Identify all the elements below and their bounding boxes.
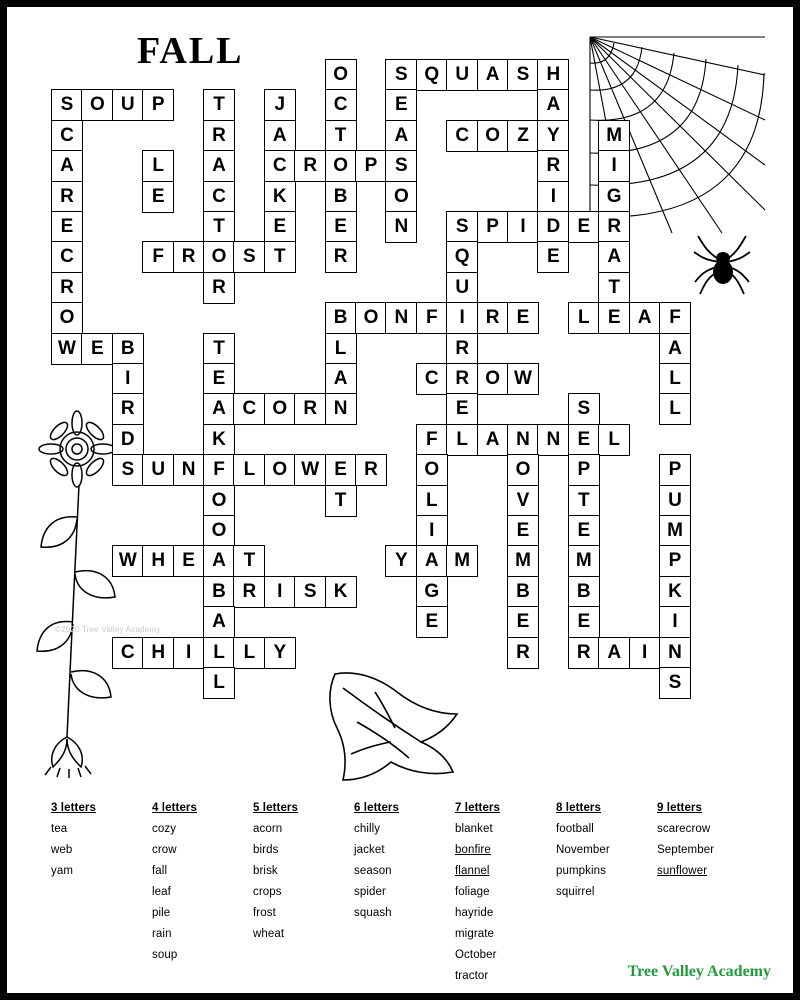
word-bank-column — [354, 802, 455, 991]
crossword-cell[interactable]: L — [203, 667, 235, 699]
crossword-cell[interactable]: K — [325, 576, 357, 608]
crossword-cell[interactable]: M — [446, 545, 478, 577]
worksheet-content — [7, 7, 793, 993]
crossword-cell[interactable]: O — [385, 181, 417, 213]
crossword-cell[interactable]: B — [507, 576, 539, 608]
crossword-cell[interactable]: S — [233, 241, 265, 273]
word-bank-word[interactable]: rain — [152, 928, 172, 940]
crossword-cell[interactable]: U — [446, 272, 478, 304]
crossword-cell[interactable]: A — [416, 545, 448, 577]
crossword-cell[interactable]: G — [416, 576, 448, 608]
word-bank-word[interactable]: wheat — [253, 928, 285, 940]
word-bank-word[interactable]: jacket — [354, 844, 385, 856]
crossword-cell[interactable]: Y — [537, 120, 569, 152]
crossword-cell[interactable]: R — [446, 363, 478, 395]
crossword-cell[interactable]: M — [568, 545, 600, 577]
crossword-cell[interactable]: P — [355, 150, 387, 182]
crossword-cell[interactable]: I — [446, 302, 478, 334]
crossword-cell[interactable]: W — [51, 333, 83, 365]
crossword-cell[interactable]: L — [659, 363, 691, 395]
crossword-cell[interactable]: T — [203, 333, 235, 365]
crossword-cell[interactable]: T — [203, 89, 235, 121]
word-bank-word[interactable]: birds — [253, 844, 279, 856]
crossword-cell[interactable]: M — [507, 545, 539, 577]
crossword-cell[interactable]: O — [81, 89, 113, 121]
crossword-cell[interactable]: S — [659, 667, 691, 699]
crossword-cell[interactable]: S — [446, 211, 478, 243]
crossword-cell[interactable]: U — [446, 59, 478, 91]
crossword-cell[interactable]: W — [112, 545, 144, 577]
crossword-cell[interactable]: A — [477, 424, 509, 456]
crossword-cell[interactable]: S — [385, 150, 417, 182]
word-bank-word[interactable]: yam — [51, 865, 74, 877]
word-bank-word[interactable]: pile — [152, 907, 171, 919]
word-bank-word[interactable]: foliage — [455, 886, 490, 898]
crossword-cell[interactable]: C — [203, 181, 235, 213]
crossword-cell[interactable]: L — [325, 333, 357, 365]
page-title: FALL — [137, 30, 244, 72]
word-bank-heading: 5 letters — [253, 802, 299, 814]
word-bank-word[interactable]: hayride — [455, 907, 494, 919]
crossword-cell[interactable]: S — [112, 454, 144, 486]
crossword-cell[interactable]: F — [142, 241, 174, 273]
crossword-cell[interactable]: O — [477, 120, 509, 152]
crossword-cell[interactable]: S — [507, 59, 539, 91]
crossword-cell[interactable]: O — [264, 454, 296, 486]
word-bank-word[interactable]: sunflower — [657, 865, 708, 877]
crossword-cell[interactable]: B — [568, 576, 600, 608]
crossword-cell[interactable]: I — [173, 637, 205, 669]
word-bank-word[interactable]: squirrel — [556, 886, 595, 898]
word-bank-word[interactable]: leaf — [152, 886, 171, 898]
crossword-cell[interactable]: C — [233, 393, 265, 425]
crossword-cell[interactable]: E — [507, 302, 539, 334]
crossword-cell[interactable]: O — [355, 302, 387, 334]
crossword-cell[interactable]: H — [142, 637, 174, 669]
word-bank-heading: 9 letters — [657, 802, 703, 814]
crossword-cell[interactable]: A — [629, 302, 661, 334]
crossword-cell[interactable]: O — [416, 454, 448, 486]
crossword-cell[interactable]: F — [203, 454, 235, 486]
crossword-cell[interactable]: B — [325, 302, 357, 334]
crossword-cell[interactable]: C — [325, 89, 357, 121]
crossword-cell[interactable]: D — [112, 424, 144, 456]
word-bank-word[interactable]: November — [556, 844, 610, 856]
crossword-cell[interactable]: R — [537, 150, 569, 182]
crossword-cell[interactable]: T — [264, 241, 296, 273]
crossword-cell[interactable]: T — [203, 211, 235, 243]
crossword-cell[interactable]: A — [203, 393, 235, 425]
crossword-cell[interactable]: W — [507, 363, 539, 395]
crossword-cell[interactable]: N — [537, 424, 569, 456]
crossword-cell[interactable]: A — [385, 120, 417, 152]
crossword-cell[interactable]: E — [598, 302, 630, 334]
crossword-cell[interactable]: P — [142, 89, 174, 121]
crossword-cell[interactable]: A — [203, 545, 235, 577]
crossword-cell[interactable]: C — [264, 150, 296, 182]
crossword-cell[interactable]: Z — [507, 120, 539, 152]
crossword-cell[interactable]: C — [416, 363, 448, 395]
crossword-cell[interactable]: C — [51, 241, 83, 273]
crossword-cell[interactable]: E — [142, 181, 174, 213]
word-bank-word[interactable]: frost — [253, 907, 276, 919]
crossword-cell[interactable]: H — [142, 545, 174, 577]
crossword-cell[interactable]: S — [51, 89, 83, 121]
word-bank-word[interactable]: cozy — [152, 823, 177, 835]
crossword-cell[interactable]: R — [173, 241, 205, 273]
copyright-text: ©2020 Tree Valley Academy — [55, 625, 161, 634]
crossword-cell[interactable]: L — [446, 424, 478, 456]
word-bank-word[interactable]: flannel — [455, 865, 490, 877]
brand-label: Tree Valley Academy — [627, 963, 771, 980]
crossword-cell[interactable]: R — [325, 241, 357, 273]
crossword-cell[interactable]: A — [325, 363, 357, 395]
crossword-cell[interactable]: L — [233, 637, 265, 669]
crossword-cell[interactable]: F — [659, 302, 691, 334]
crossword-cell[interactable]: Q — [446, 241, 478, 273]
word-bank-heading: 4 letters — [152, 802, 198, 814]
crossword-cell[interactable]: P — [568, 454, 600, 486]
crossword-cell[interactable]: A — [659, 333, 691, 365]
crossword-cell[interactable]: E — [264, 211, 296, 243]
word-bank-word[interactable]: chilly — [354, 823, 381, 835]
crossword-cell[interactable]: G — [598, 181, 630, 213]
crossword-cell[interactable]: A — [203, 606, 235, 638]
crossword-cell[interactable]: E — [568, 424, 600, 456]
word-bank-heading: 6 letters — [354, 802, 400, 814]
crossword-cell[interactable]: I — [537, 181, 569, 213]
crossword-cell[interactable]: E — [568, 211, 600, 243]
crossword-cell[interactable]: R — [203, 272, 235, 304]
word-bank-word[interactable]: pumpkins — [556, 865, 607, 877]
crossword-cell[interactable]: R — [355, 454, 387, 486]
crossword-cell[interactable]: E — [81, 333, 113, 365]
crossword-cell[interactable]: K — [203, 424, 235, 456]
crossword-cell[interactable]: T — [325, 485, 357, 517]
crossword-cell[interactable]: L — [203, 637, 235, 669]
crossword-cell[interactable]: O — [325, 150, 357, 182]
word-bank-word[interactable]: fall — [152, 865, 168, 877]
crossword-cell[interactable]: R — [51, 272, 83, 304]
crossword-cell[interactable]: R — [507, 637, 539, 669]
crossword-cell[interactable]: R — [477, 302, 509, 334]
word-bank-word[interactable]: blanket — [455, 823, 493, 835]
crossword-cell[interactable]: D — [537, 211, 569, 243]
crossword-cell[interactable]: L — [659, 393, 691, 425]
word-bank-heading: 3 letters — [51, 802, 97, 814]
crossword-cell[interactable]: U — [142, 454, 174, 486]
crossword-cell[interactable]: A — [203, 150, 235, 182]
word-bank-column — [253, 802, 354, 991]
word-bank-column — [51, 802, 152, 991]
crossword-cell[interactable]: O — [203, 241, 235, 273]
crossword-cell[interactable]: O — [51, 302, 83, 334]
crossword-cell[interactable]: E — [568, 515, 600, 547]
word-bank-word[interactable]: scarecrow — [657, 823, 711, 835]
crossword-cell[interactable]: L — [416, 485, 448, 517]
crossword-cell[interactable]: H — [537, 59, 569, 91]
crossword-cell[interactable]: L — [598, 424, 630, 456]
crossword-cell[interactable]: A — [598, 241, 630, 273]
crossword-cell[interactable]: F — [416, 424, 448, 456]
crossword-cell[interactable]: E — [537, 241, 569, 273]
word-bank-column — [455, 802, 556, 991]
crossword-cell[interactable]: E — [416, 606, 448, 638]
crossword-cell[interactable]: N — [173, 454, 205, 486]
crossword-cell[interactable]: M — [659, 515, 691, 547]
crossword-cell[interactable]: U — [112, 89, 144, 121]
crossword-cell[interactable]: E — [51, 211, 83, 243]
word-bank-word[interactable]: crow — [152, 844, 177, 856]
crossword-cell[interactable]: W — [294, 454, 326, 486]
crossword-cell[interactable]: I — [507, 211, 539, 243]
word-bank-word[interactable]: brisk — [253, 865, 278, 877]
crossword-cell[interactable]: O — [477, 363, 509, 395]
crossword-cell[interactable]: F — [416, 302, 448, 334]
crossword-cell[interactable]: P — [659, 454, 691, 486]
crossword-cell[interactable]: C — [446, 120, 478, 152]
crossword-cell[interactable]: O — [507, 454, 539, 486]
crossword-cell[interactable]: V — [507, 485, 539, 517]
word-bank-heading: 7 letters — [455, 802, 501, 814]
crossword-cell[interactable]: E — [173, 545, 205, 577]
crossword-cell[interactable]: O — [325, 59, 357, 91]
crossword-cell[interactable]: O — [203, 485, 235, 517]
crossword-grid[interactable] — [7, 7, 793, 787]
word-bank-column — [152, 802, 253, 991]
crossword-cell[interactable]: A — [51, 150, 83, 182]
crossword-cell[interactable]: E — [507, 515, 539, 547]
crossword-cell[interactable]: K — [659, 576, 691, 608]
crossword-cell[interactable]: A — [537, 89, 569, 121]
crossword-cell[interactable]: O — [203, 515, 235, 547]
crossword-cell[interactable]: E — [446, 393, 478, 425]
crossword-cell[interactable]: R — [598, 211, 630, 243]
crossword-cell[interactable]: E — [385, 89, 417, 121]
crossword-cell[interactable]: P — [659, 545, 691, 577]
crossword-cell[interactable]: I — [629, 637, 661, 669]
crossword-cell[interactable]: Y — [264, 637, 296, 669]
crossword-cell[interactable]: A — [598, 637, 630, 669]
crossword-cell[interactable]: R — [51, 181, 83, 213]
crossword-cell[interactable]: I — [264, 576, 296, 608]
crossword-cell[interactable]: S — [568, 393, 600, 425]
crossword-cell[interactable]: M — [598, 120, 630, 152]
crossword-cell[interactable]: U — [659, 485, 691, 517]
word-bank-heading: 8 letters — [556, 802, 602, 814]
word-bank-word[interactable]: squash — [354, 907, 392, 919]
crossword-cell[interactable]: L — [142, 150, 174, 182]
crossword-cell[interactable]: N — [507, 424, 539, 456]
crossword-cell[interactable]: I — [598, 150, 630, 182]
word-bank-word[interactable]: web — [51, 844, 73, 856]
crossword-cell[interactable]: L — [568, 302, 600, 334]
word-bank-word[interactable]: tractor — [455, 970, 489, 982]
word-bank-word[interactable]: acorn — [253, 823, 283, 835]
crossword-cell[interactable]: I — [659, 606, 691, 638]
crossword-cell[interactable]: N — [385, 211, 417, 243]
word-bank-word[interactable]: crops — [253, 886, 282, 898]
crossword-cell[interactable]: K — [264, 181, 296, 213]
word-bank-word[interactable]: soup — [152, 949, 178, 961]
crossword-cell[interactable]: T — [325, 120, 357, 152]
word-bank-word[interactable]: spider — [354, 886, 386, 898]
crossword-cell[interactable]: Q — [416, 59, 448, 91]
crossword-cell[interactable]: C — [51, 120, 83, 152]
crossword-cell[interactable]: I — [112, 363, 144, 395]
crossword-cell[interactable]: J — [264, 89, 296, 121]
crossword-cell[interactable]: R — [112, 393, 144, 425]
crossword-cell[interactable]: R — [294, 393, 326, 425]
crossword-cell[interactable]: R — [446, 333, 478, 365]
crossword-cell[interactable]: B — [203, 576, 235, 608]
crossword-cell[interactable]: E — [568, 606, 600, 638]
crossword-cell[interactable]: E — [325, 211, 357, 243]
word-bank-word[interactable]: bonfire — [455, 844, 491, 856]
crossword-cell[interactable]: I — [416, 515, 448, 547]
crossword-cell[interactable]: P — [477, 211, 509, 243]
crossword-cell[interactable]: N — [385, 302, 417, 334]
crossword-cell[interactable]: R — [294, 150, 326, 182]
crossword-cell[interactable]: C — [112, 637, 144, 669]
crossword-cell[interactable]: R — [203, 120, 235, 152]
crossword-cell[interactable]: T — [598, 272, 630, 304]
word-bank-word[interactable]: October — [455, 949, 497, 961]
word-bank-word[interactable]: season — [354, 865, 392, 877]
crossword-cell[interactable]: E — [203, 363, 235, 395]
crossword-cell[interactable]: N — [659, 637, 691, 669]
crossword-cell[interactable]: Y — [385, 545, 417, 577]
crossword-cell[interactable]: T — [233, 545, 265, 577]
word-bank-word[interactable]: tea — [51, 823, 68, 835]
crossword-cell[interactable]: L — [233, 454, 265, 486]
crossword-cell[interactable]: R — [568, 637, 600, 669]
crossword-cell[interactable]: E — [507, 606, 539, 638]
word-bank-word[interactable]: September — [657, 844, 715, 856]
crossword-cell[interactable]: R — [233, 576, 265, 608]
word-bank-word[interactable]: migrate — [455, 928, 495, 940]
crossword-cell[interactable]: E — [325, 454, 357, 486]
crossword-cell[interactable]: B — [325, 181, 357, 213]
crossword-cell[interactable]: A — [264, 120, 296, 152]
crossword-cell[interactable]: T — [568, 485, 600, 517]
crossword-cell[interactable]: N — [325, 393, 357, 425]
crossword-cell[interactable]: O — [264, 393, 296, 425]
word-bank-word[interactable]: football — [556, 823, 594, 835]
crossword-cell[interactable]: A — [477, 59, 509, 91]
crossword-cell[interactable]: S — [294, 576, 326, 608]
crossword-cell[interactable]: S — [385, 59, 417, 91]
crossword-cell[interactable]: B — [112, 333, 144, 365]
